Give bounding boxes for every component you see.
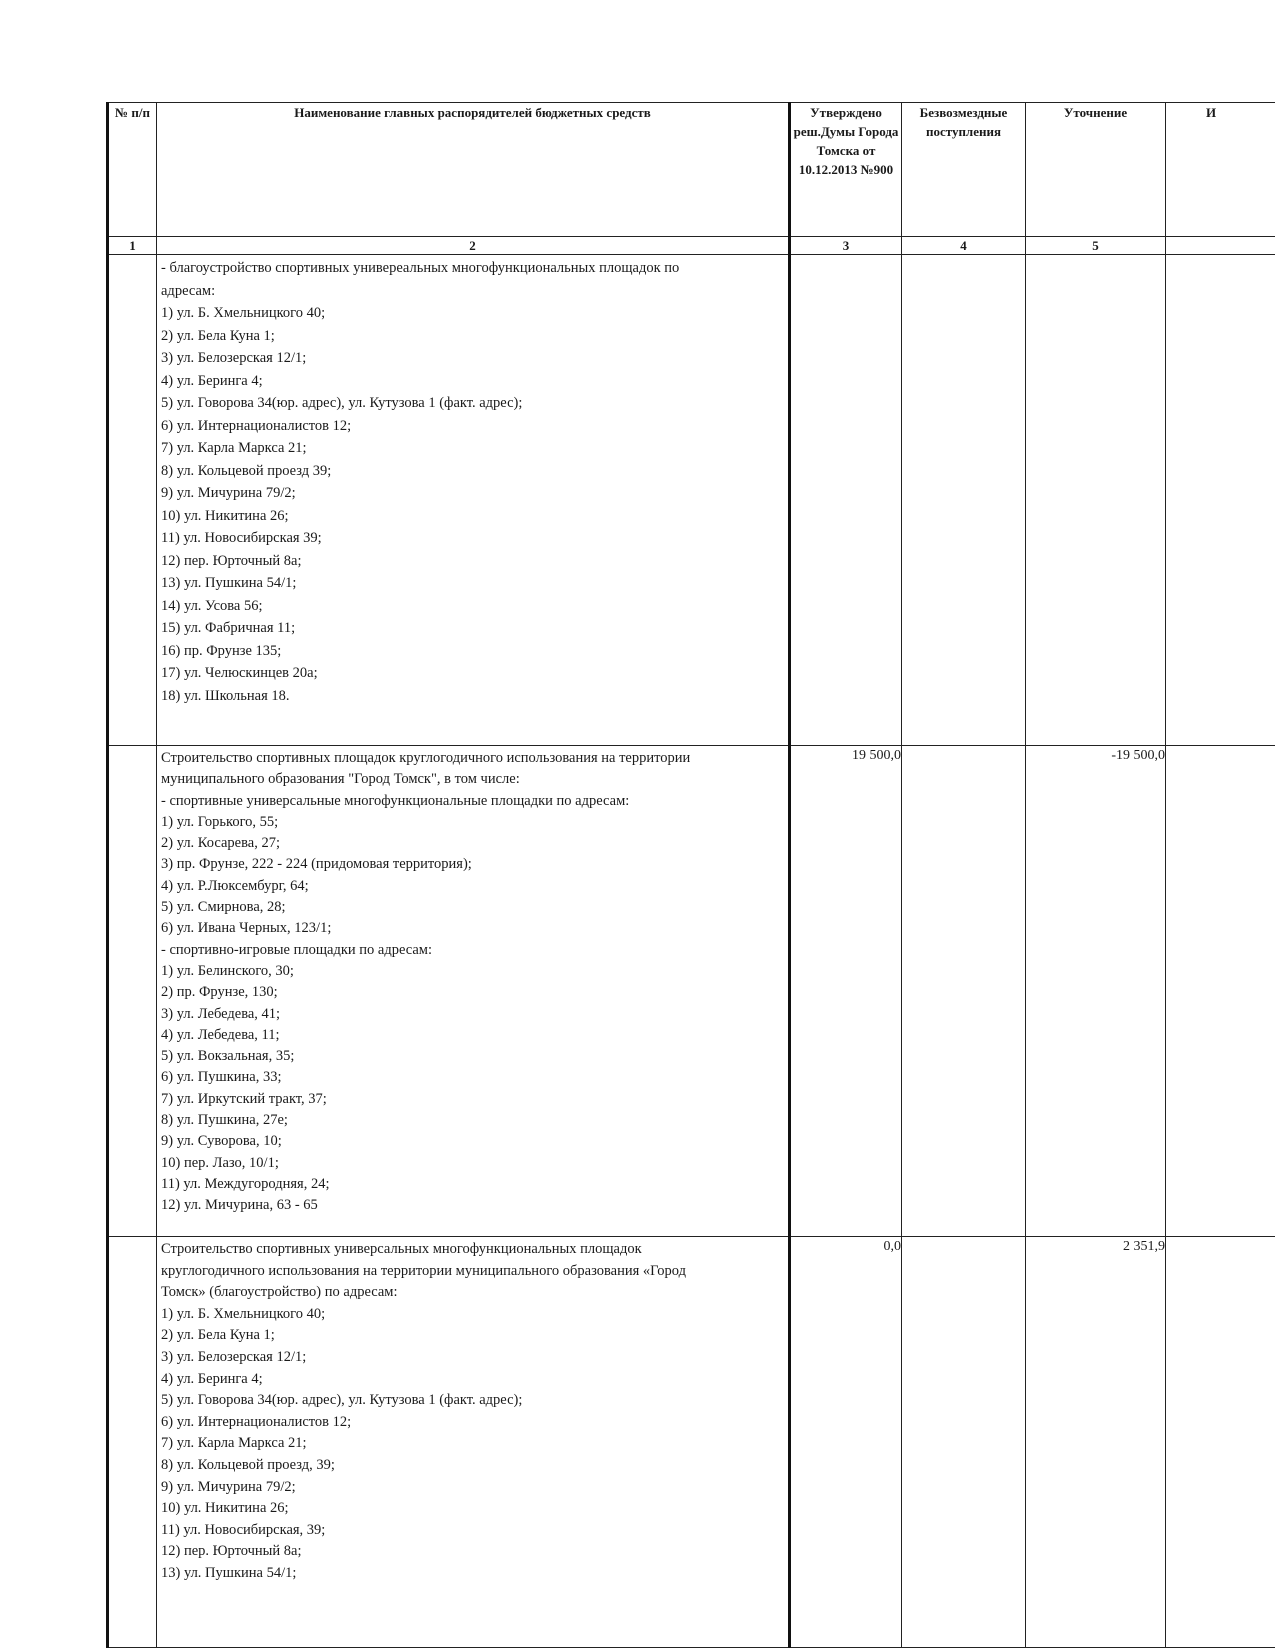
text-line: 2) ул. Бела Куна 1;: [161, 327, 275, 344]
text-line: - спортивные универсальные многофункциональные площадки по адресам:: [161, 792, 630, 809]
text-line: 7) ул. Иркутский тракт, 37;: [161, 1090, 327, 1107]
text-line: Томск» (благоустройство) по адресам:: [161, 1284, 398, 1301]
total-value: [1166, 1237, 1275, 1648]
text-line: 11) ул. Новосибирская, 39;: [161, 1521, 326, 1538]
text-line: 10) ул. Никитина 26;: [161, 507, 289, 524]
text-line: 4) ул. Беринга 4;: [161, 1370, 263, 1387]
column-number: 5: [1026, 237, 1166, 255]
text-line: 18) ул. Школьная 18.: [161, 687, 290, 704]
header-row: [108, 103, 1275, 237]
total-value: [1166, 255, 1275, 746]
text-line: 17) ул. Челюскинцев 20а;: [161, 665, 318, 681]
text-line: 15) ул. Фабричная 11;: [161, 620, 296, 636]
text-line: 6) ул. Пушкина, 33;: [161, 1069, 282, 1086]
text-line: 4) ул. Р.Люксембург, 64;: [161, 877, 309, 894]
text-line: Строительство спортивных площадок круглогодичного использования на территории: [161, 750, 691, 766]
text-line: 1) ул. Б. Хмельницкого 40;: [161, 1305, 326, 1322]
row-number-cell: [108, 1237, 157, 1648]
text-line: 11) ул. Междугородняя, 24;: [161, 1175, 330, 1192]
text-line: 5) ул. Смирнова, 28;: [161, 899, 286, 916]
text-line: - спортивно-игровые площадки по адресам:: [161, 941, 432, 958]
table-row: [108, 255, 1275, 746]
text-line: 3) ул. Лебедева, 41;: [161, 1005, 281, 1022]
text-line: 16) пр. Фрунзе 135;: [161, 642, 282, 659]
text-line: круглогодичного использования на территории муниципального образования «Город: [161, 1262, 686, 1279]
text-line: муниципального образования "Город Томск", в том числе:: [161, 771, 520, 788]
text-line: 8) ул. Кольцевой проезд, 39;: [161, 1456, 335, 1473]
header-col-name: Наименование главных распорядителей бюджетных средств: [157, 103, 790, 237]
text-line: 7) ул. Карла Маркса 21;: [161, 440, 307, 456]
approved-value: 19 500,0: [790, 746, 902, 1237]
text-line: 3) ул. Белозерская 12/1;: [161, 1348, 307, 1365]
text-line: адресам:: [161, 282, 216, 299]
column-number: 1: [108, 237, 157, 255]
text-line: 4) ул. Беринга 4;: [161, 372, 263, 389]
text-line: 2) ул. Бела Куна 1;: [161, 1327, 275, 1344]
table-row: [108, 1237, 1275, 1648]
text-line: 13) ул. Пушкина 54/1;: [161, 575, 297, 591]
header-col-total: И: [1166, 103, 1275, 237]
text-line: 12) пер. Юрточный 8а;: [161, 1543, 302, 1560]
text-line: 12) ул. Мичурина, 63 - 65: [161, 1197, 318, 1214]
header-col-approved: Утверждено реш.Думы Города Томска от 10.12.2013 №900: [790, 103, 902, 237]
text-line: 5) ул. Говорова 34(юр. адрес), ул. Кутузова 1 (факт. адрес);: [161, 1392, 523, 1409]
total-value: [1166, 746, 1275, 1237]
grants-value: [902, 1237, 1026, 1648]
text-line: 3) ул. Белозерская 12/1;: [161, 350, 307, 366]
row-name-cell: [157, 746, 790, 1237]
text-line: 12) пер. Юрточный 8а;: [161, 552, 302, 569]
header-col-number: № п/п: [108, 103, 157, 237]
text-line: 6) ул. Интернационалистов 12;: [161, 1413, 352, 1430]
grants-value: [902, 255, 1026, 746]
text-line: 1) ул. Б. Хмельницкого 40;: [161, 305, 326, 321]
text-line: 3) пр. Фрунзе, 222 - 224 (придомовая территория);: [161, 856, 472, 873]
text-line: 6) ул. Ивана Черных, 123/1;: [161, 920, 332, 937]
text-line: 11) ул. Новосибирская 39;: [161, 530, 322, 546]
column-number: 4: [902, 237, 1026, 255]
text-line: Строительство спортивных универсальных многофункциональных площадок: [161, 1241, 642, 1257]
text-line: 1) ул. Горького, 55;: [161, 813, 279, 830]
text-line: 7) ул. Карла Маркса 21;: [161, 1435, 307, 1452]
text-line: 8) ул. Пушкина, 27е;: [161, 1112, 288, 1129]
text-line: - благоустройство спортивных универеальных многофункциональных площадок по: [161, 260, 680, 276]
header-col-grants: Безвозмездные поступления: [902, 103, 1026, 237]
text-line: 2) ул. Косарева, 27;: [161, 835, 280, 852]
table-row: [108, 746, 1275, 1237]
column-number: 3: [790, 237, 902, 255]
text-line: 10) ул. Никитина 26;: [161, 1500, 289, 1517]
row-name-cell: [157, 255, 790, 746]
text-line: 4) ул. Лебедева, 11;: [161, 1026, 280, 1043]
row-number-cell: [108, 746, 157, 1237]
approved-value: 0,0: [790, 1237, 902, 1648]
column-number: 2: [157, 237, 790, 255]
clarification-value: -19 500,0: [1026, 746, 1166, 1237]
approved-value: [790, 255, 902, 746]
text-line: 8) ул. Кольцевой проезд 39;: [161, 462, 332, 479]
text-line: 9) ул. Мичурина 79/2;: [161, 1478, 296, 1495]
clarification-value: 2 351,9: [1026, 1237, 1166, 1648]
column-number-row: [108, 237, 1275, 255]
grants-value: [902, 746, 1026, 1237]
text-line: 9) ул. Мичурина 79/2;: [161, 485, 296, 501]
header-col-clarification: Уточнение: [1026, 103, 1166, 237]
text-line: 10) пер. Лазо, 10/1;: [161, 1154, 279, 1171]
text-line: 13) ул. Пушкина 54/1;: [161, 1564, 297, 1581]
column-number: [1166, 237, 1275, 255]
budget-table: [106, 102, 1275, 1648]
text-line: 2) пр. Фрунзе, 130;: [161, 984, 278, 1001]
text-line: 6) ул. Интернационалистов 12;: [161, 417, 352, 434]
row-number-cell: [108, 255, 157, 746]
text-line: 5) ул. Говорова 34(юр. адрес), ул. Кутузова 1 (факт. адрес);: [161, 395, 523, 411]
text-line: 14) ул. Усова 56;: [161, 597, 263, 614]
row-name-cell: [157, 1237, 790, 1648]
text-line: 1) ул. Белинского, 30;: [161, 962, 294, 979]
text-line: 9) ул. Суворова, 10;: [161, 1133, 282, 1150]
clarification-value: [1026, 255, 1166, 746]
text-line: 5) ул. Вокзальная, 35;: [161, 1048, 295, 1065]
